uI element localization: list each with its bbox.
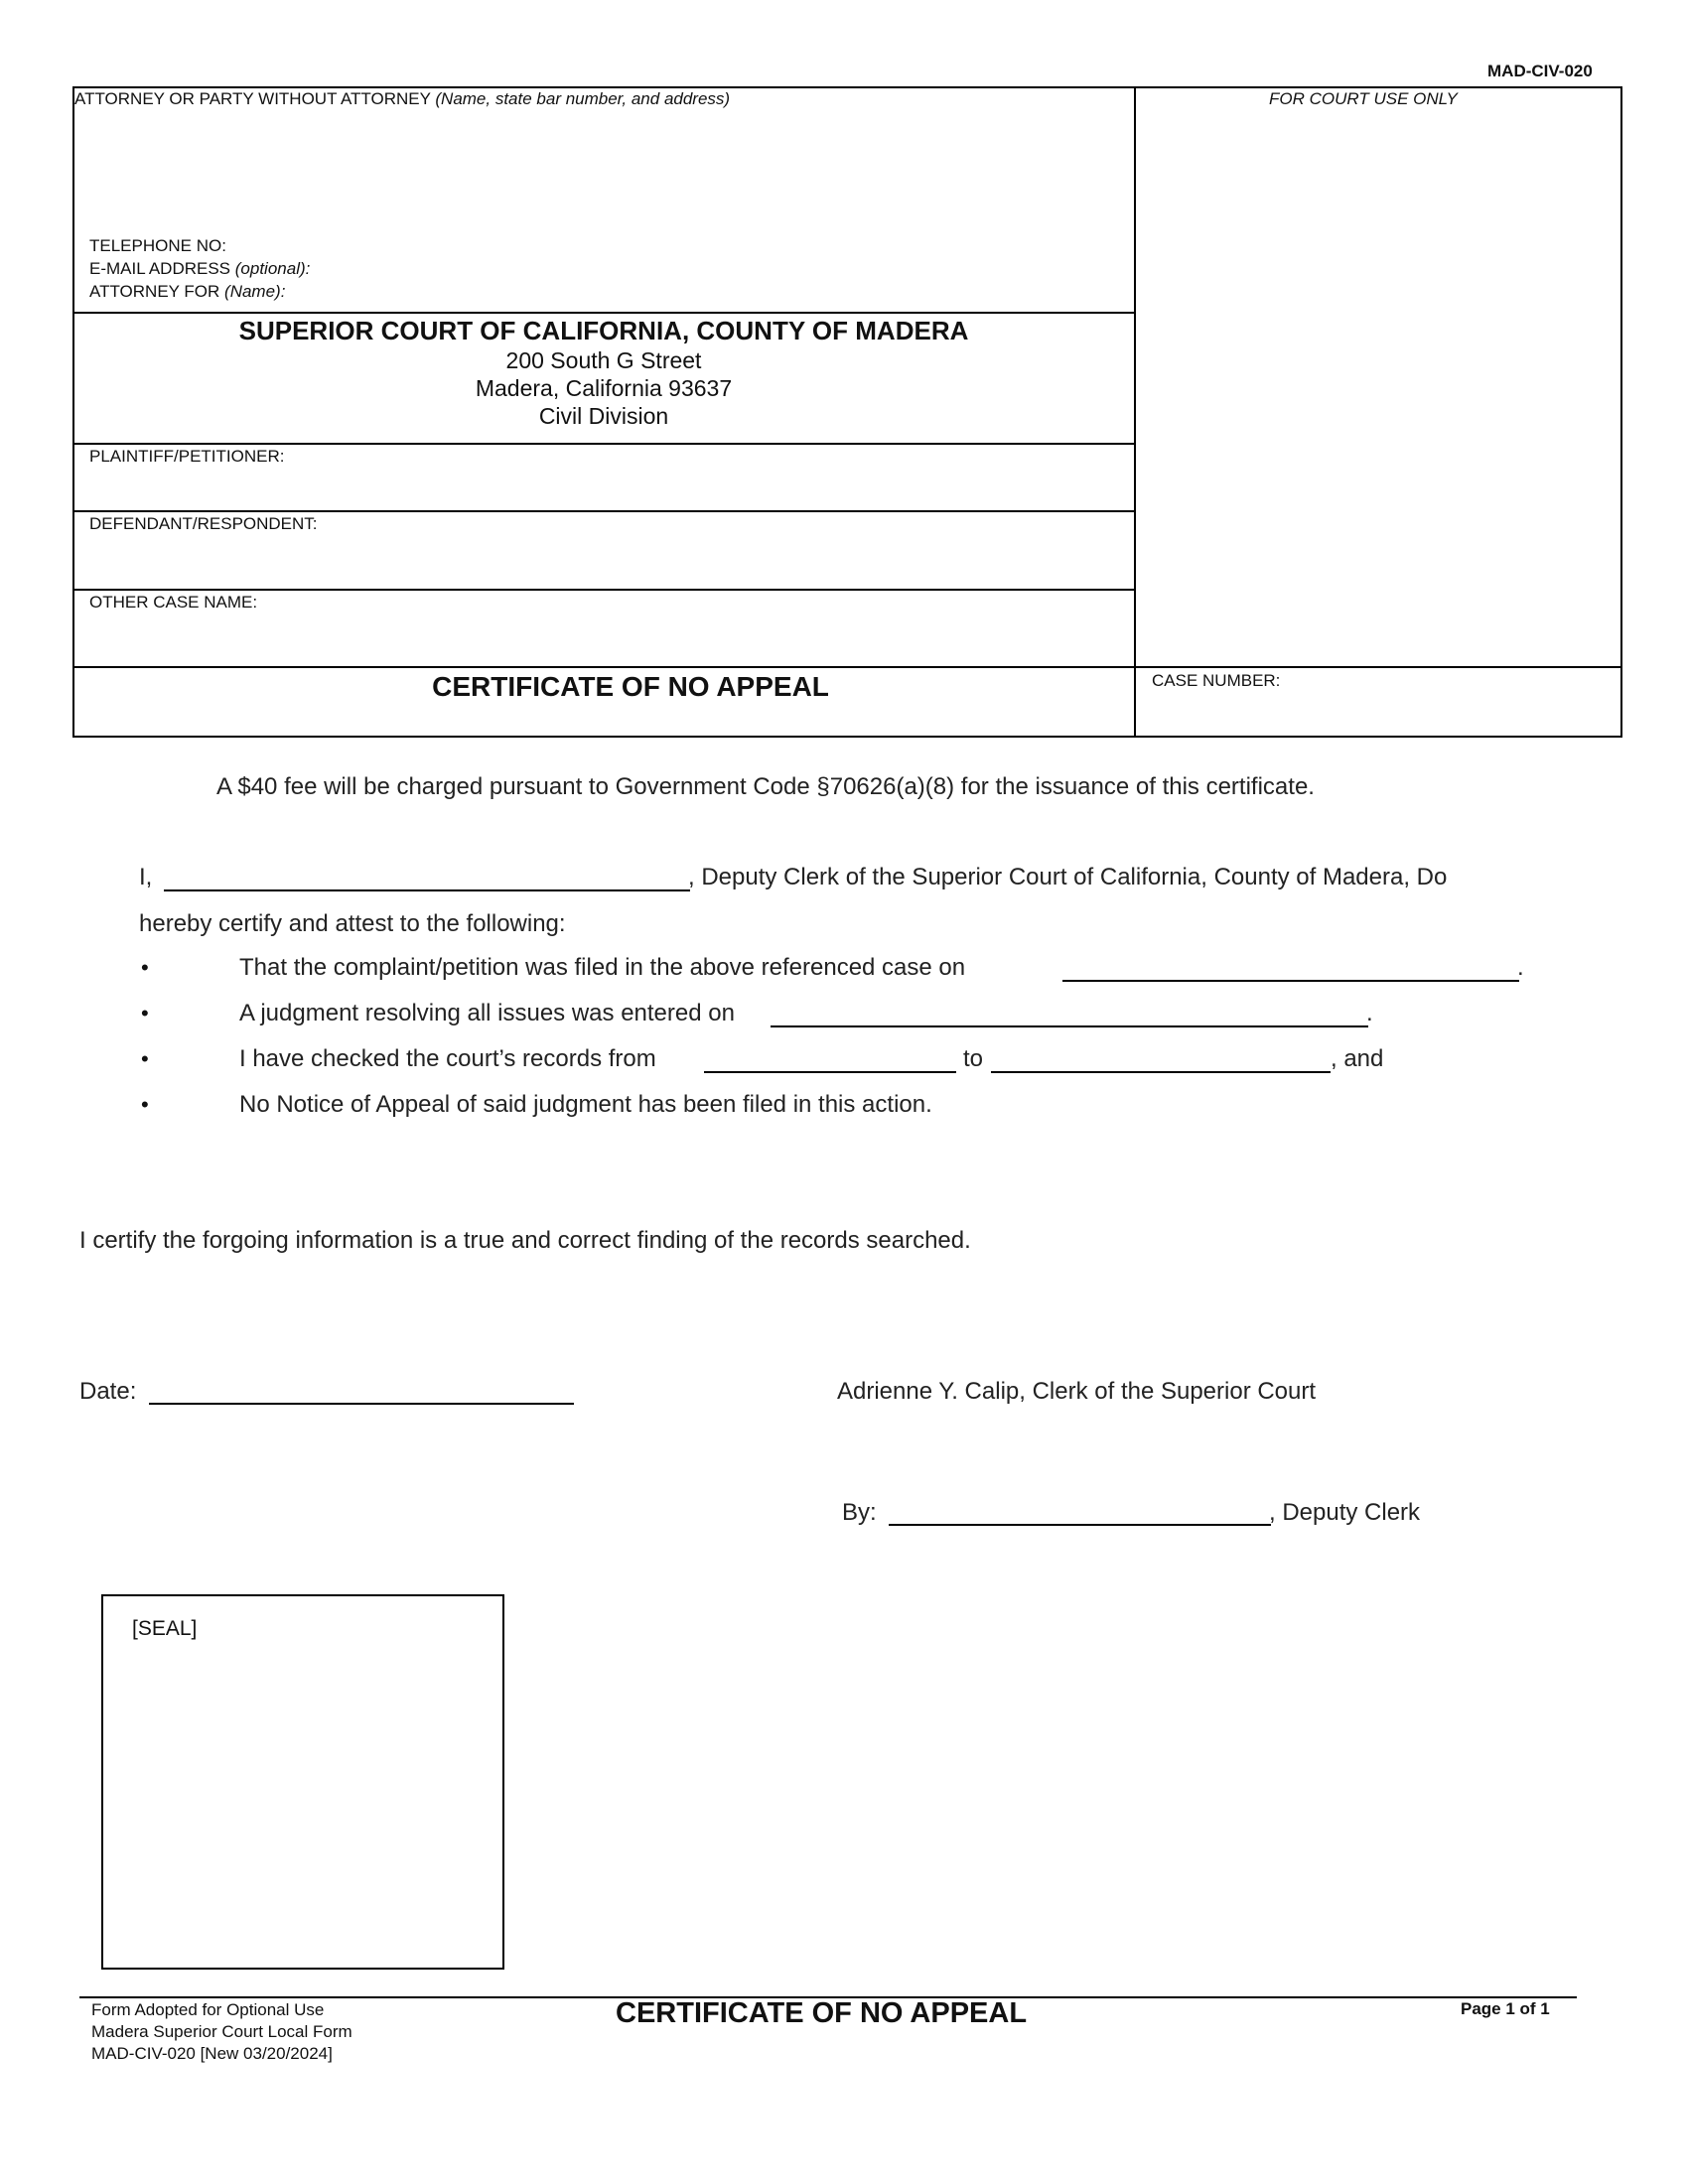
plaintiff-label: PLAINTIFF/PETITIONER: <box>89 447 285 466</box>
email-label: E-MAIL ADDRESS (optional): <box>89 259 311 278</box>
date-label: Date: <box>79 1378 137 1405</box>
footer-page: Page 1 of 1 <box>1461 1999 1550 2018</box>
form-title: CERTIFICATE OF NO APPEAL <box>432 671 829 702</box>
bullet-2-mark: • <box>141 1001 149 1025</box>
footer-line-1: Form Adopted for Optional Use <box>91 2000 325 2019</box>
clerk-name: Adrienne Y. Calip, Clerk of the Superior Court <box>837 1378 1317 1405</box>
form-id: MAD-CIV-020 <box>1487 62 1593 80</box>
bullet-3-mark: • <box>141 1046 149 1071</box>
deputy-suffix: , Deputy Clerk <box>1269 1499 1421 1526</box>
fee-notice: A $40 fee will be charged pursuant to Government Code §70626(a)(8) for the issuance of this certificate. <box>216 773 1315 800</box>
seal-box <box>101 1594 504 1970</box>
bullet-1-period: . <box>1517 954 1524 981</box>
bullet-2-period: . <box>1366 1000 1373 1026</box>
court-city: Madera, California 93637 <box>475 375 733 401</box>
clerk-name-blank[interactable] <box>164 889 690 891</box>
bullet-1-text: That the complaint/petition was filed in the above referenced case on <box>239 954 966 981</box>
other-case-label: OTHER CASE NAME: <box>89 593 258 612</box>
bullet-3-prefix: I have checked the court’s records from <box>239 1045 656 1072</box>
records-to-blank[interactable] <box>991 1071 1331 1073</box>
court-name: SUPERIOR COURT OF CALIFORNIA, COUNTY OF MADERA <box>238 316 969 345</box>
seal-label: [SEAL] <box>132 1617 198 1640</box>
footer-line-2: Madera Superior Court Local Form <box>91 2022 352 2041</box>
footer-line-3: MAD-CIV-020 [New 03/20/2024] <box>91 2044 333 2063</box>
court-use-label: FOR COURT USE ONLY <box>1269 89 1458 108</box>
court-division: Civil Division <box>538 403 669 429</box>
records-from-blank[interactable] <box>704 1071 956 1073</box>
bullet-3-suffix: , and <box>1331 1045 1384 1072</box>
bullet-4-text: No Notice of Appeal of said judgment has been filed in this action. <box>239 1091 932 1118</box>
attorney-label: ATTORNEY OR PARTY WITHOUT ATTORNEY (Name, state bar number, and address) <box>74 89 731 108</box>
bullet-1-mark: • <box>141 955 149 980</box>
deputy-signature-blank[interactable] <box>889 1524 1271 1526</box>
attorney-for-label: ATTORNEY FOR (Name): <box>89 282 286 301</box>
case-number-label: CASE NUMBER: <box>1152 671 1281 690</box>
judgment-date-blank[interactable] <box>771 1025 1368 1027</box>
certify-statement: I certify the forgoing information is a true and correct finding of the records searched. <box>79 1227 971 1254</box>
bullet-2-text: A judgment resolving all issues was entered on <box>239 1000 735 1026</box>
court-street: 200 South G Street <box>505 347 702 373</box>
filed-date-blank[interactable] <box>1062 980 1519 982</box>
footer-title: CERTIFICATE OF NO APPEAL <box>616 1997 1028 2029</box>
by-label: By: <box>842 1499 877 1526</box>
bullet-4-mark: • <box>141 1092 149 1117</box>
date-blank[interactable] <box>149 1403 574 1405</box>
defendant-label: DEFENDANT/RESPONDENT: <box>89 514 318 533</box>
telephone-label: TELEPHONE NO: <box>89 236 226 255</box>
intro-line2: hereby certify and attest to the following: <box>139 910 566 937</box>
header-divider <box>1134 86 1136 738</box>
bullet-3-to: to <box>963 1045 984 1072</box>
intro-prefix: I, <box>139 864 153 890</box>
intro-suffix: , Deputy Clerk of the Superior Court of California, County of Madera, Do <box>688 864 1448 890</box>
